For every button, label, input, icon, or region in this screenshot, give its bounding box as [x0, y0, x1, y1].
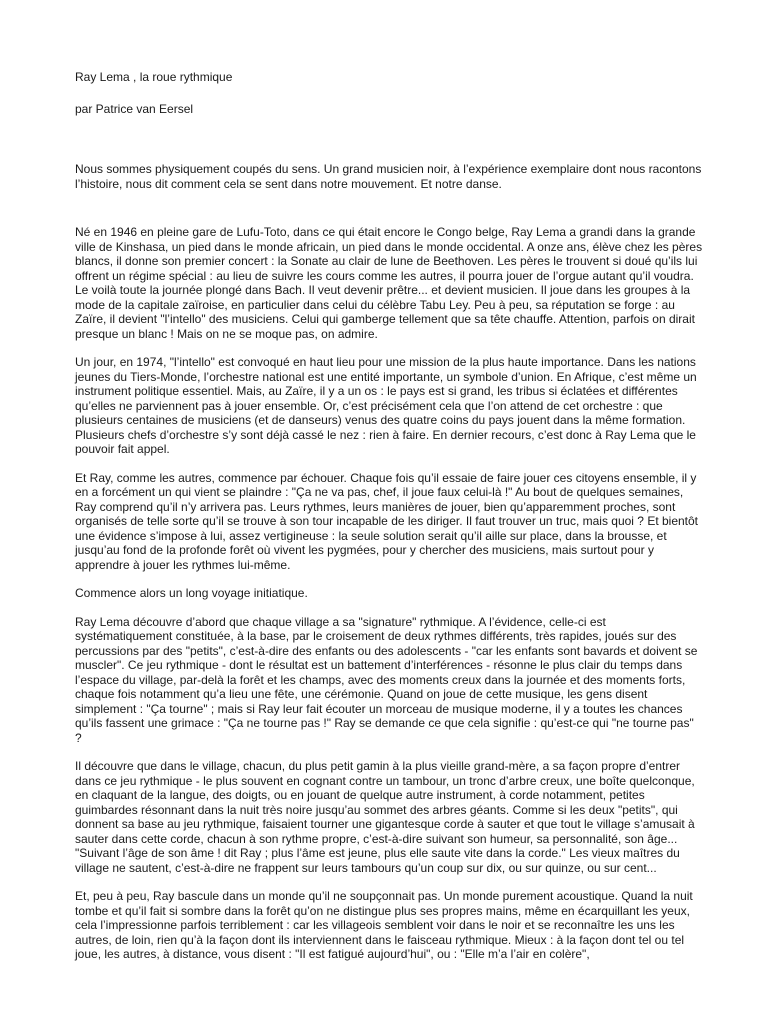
intro-paragraph: Nous sommes physiquement coupés du sens. Un grand musicien noir, à l’expérience exemplaire dont nous racontons l’histoire, nous dit comment cela se sent dans notre mouvement. Et notre danse. [75, 162, 702, 191]
document-page [75, 70, 703, 976]
body-paragraph: Commence alors un long voyage initiatique. [75, 586, 308, 600]
body-paragraph: Il découvre que dans le village, chacun, du plus petit gamin à la plus vieille grand-mère, a sa façon propre d’entrer dans ce jeu rythmique - le plus souvent en cognant contre un tambour, un tronc d’arbre creux, une boîte quelconque, en claquant de la langue, des doigts, ou en jouant de quelque autre instrument, à corde notamment, petites guimbardes résonnant dans la nuit très noire jusqu’au sommet des arbres géants. Comme si les deux "petits", qui donnent sa base au jeu rythmique, faisaient tourner une gigantesque corde à sauter et que tout le village s’amusait à sauter dans cette corde, chacun à son rythme propre, c’est-à-dire suivant son humeur, sa personnalité, son âge... "Suivant l’âge de son âme ! dit Ray ; plus l’âme est jeune, plus elle saute vite dans la corde." Les vieux maîtres du village ne sautent, c’est-à-dire ne frappent sur leurs tambours qu’un coup sur dix, ou sur quinze, ou sur cent... [75, 759, 695, 875]
body-paragraph: Ray Lema découvre d’abord que chaque village a sa "signature" rythmique. A l’évidence, celle-ci est systématiquement constituée, à la base, par le croisement de deux rythmes différents, très rapides, joués sur des percussions par des "petits", c’est-à-dire des enfants ou des adolescents - "car les enfants sont bavards et doivent se muscler". Ce jeu rythmique - dont le résultat est un battement d’interférences - résonne le plus clair du temps dans l’espace du village, par-delà la forêt et les champs, avec des moments creux dans la journée et des moments forts, chaque fois notamment qu’a lieu une fête, une cérémonie. Quand on joue de cette musique, les gens disent simplement : "Ça tourne" ; mais si Ray leur fait écouter un morceau de musique moderne, il y a toutes les chances qu’ils fassent une grimace : "Ça ne tourne pas !" Ray se demande ce que cela signifie : qu’est-ce qui "ne tourne pas" ? [75, 614, 698, 745]
document-author: par Patrice van Eersel [75, 101, 194, 116]
body-paragraph: Et, peu à peu, Ray bascule dans un monde qu’il ne soupçonnait pas. Un monde purement acoustique. Quand la nuit tombe et qu’il fait si sombre dans la forêt qu’on ne distingue plus ses propres mains, même en écarquillant les yeux, cela l’impressionne parfois terriblement : car les villageois semblent voir dans le noir et se reconnaître les uns les autres, de loin, rien qu’à la façon dont ils interviennent dans le faisceau rythmique. Mieux : à la façon dont tel ou tel joue, les autres, à distance, vous disent : "Il est fatigué aujourd’hui", ou : "Elle m’a l’air en colère", [75, 889, 693, 961]
body-paragraph: Né en 1946 en pleine gare de Lufu-Toto, dans ce qui était encore le Congo belge, Ray Lema a grandi dans la grande ville de Kinshasa, un pied dans le monde africain, un pied dans le monde occidental. A onze ans, élève chez les pères blancs, il donne son premier concert : la Sonate au clair de lune de Beethoven. Les pères le trouvent si doué qu’ils lui offrent un régime spécial : au lieu de suivre les cours comme les autres, il pourra jouer de l’orgue autant qu’il voudra. Le voilà toute la journée plongé dans Bach. Il veut devenir prêtre... et devient musicien. Il joue dans les groupes à la mode de la capitale zaïroise, en particulier dans celui du célèbre Tabu Ley. Peu à peu, sa réputation se forge : au Zaïre, il devient "l’intello" des musiciens. Celui qui gamberge tellement que sa tête chauffe. Attention, parfois on dirait presque un blanc ! Mais on ne se moque pas, on admire. [75, 225, 703, 341]
body-paragraph: Un jour, en 1974, "l’intello" est convoqué en haut lieu pour une mission de la plus haute importance. Dans les nations jeunes du Tiers-Monde, l’orchestre national est une entité importante, un symbole d’union. En Afrique, c’est même un instrument politique essentiel. Mais, au Zaïre, il y a un os : le pays est si grand, les tribus si éclatées et différentes qu’elles ne parviennent pas à jouer ensemble. Or, c’est précisément cela que l’on attend de cet orchestre : que plusieurs centaines de musiciens (et de danseurs) venus des quatre coins du pays jouent dans la même formation. Plusieurs chefs d’orchestre s’y sont déjà cassé le nez : rien à faire. En dernier recours, c’est donc à Ray Lema que le pouvoir fait appel. [75, 355, 697, 456]
document-title: Ray Lema , la roue rythmique [75, 70, 233, 84]
body-paragraph: Et Ray, comme les autres, commence par échouer. Chaque fois qu’il essaie de faire jouer ces citoyens ensemble, il y en a forcément un qui vient se plaindre : "Ça ne va pas, chef, il joue faux celui-là !" Au bout de quelques semaines, Ray comprend qu’il n’y arrivera pas. Leurs rythmes, leurs manières de jouer, bien qu’apparemment proches, sont organisés de telle sorte qu’il se trouve à son tour incapable de les diriger. Il faut trouver un truc, mais quoi ? Et bientôt une évidence s’impose à lui, assez vertigineuse : la seule solution serait qu’il aille sur place, dans la brousse, et jusqu’au fond de la profonde forêt où vivent les pygmées, pour y chercher des musiciens, mais surtout pour y apprendre à jouer les rythmes lui-même. [75, 470, 699, 572]
